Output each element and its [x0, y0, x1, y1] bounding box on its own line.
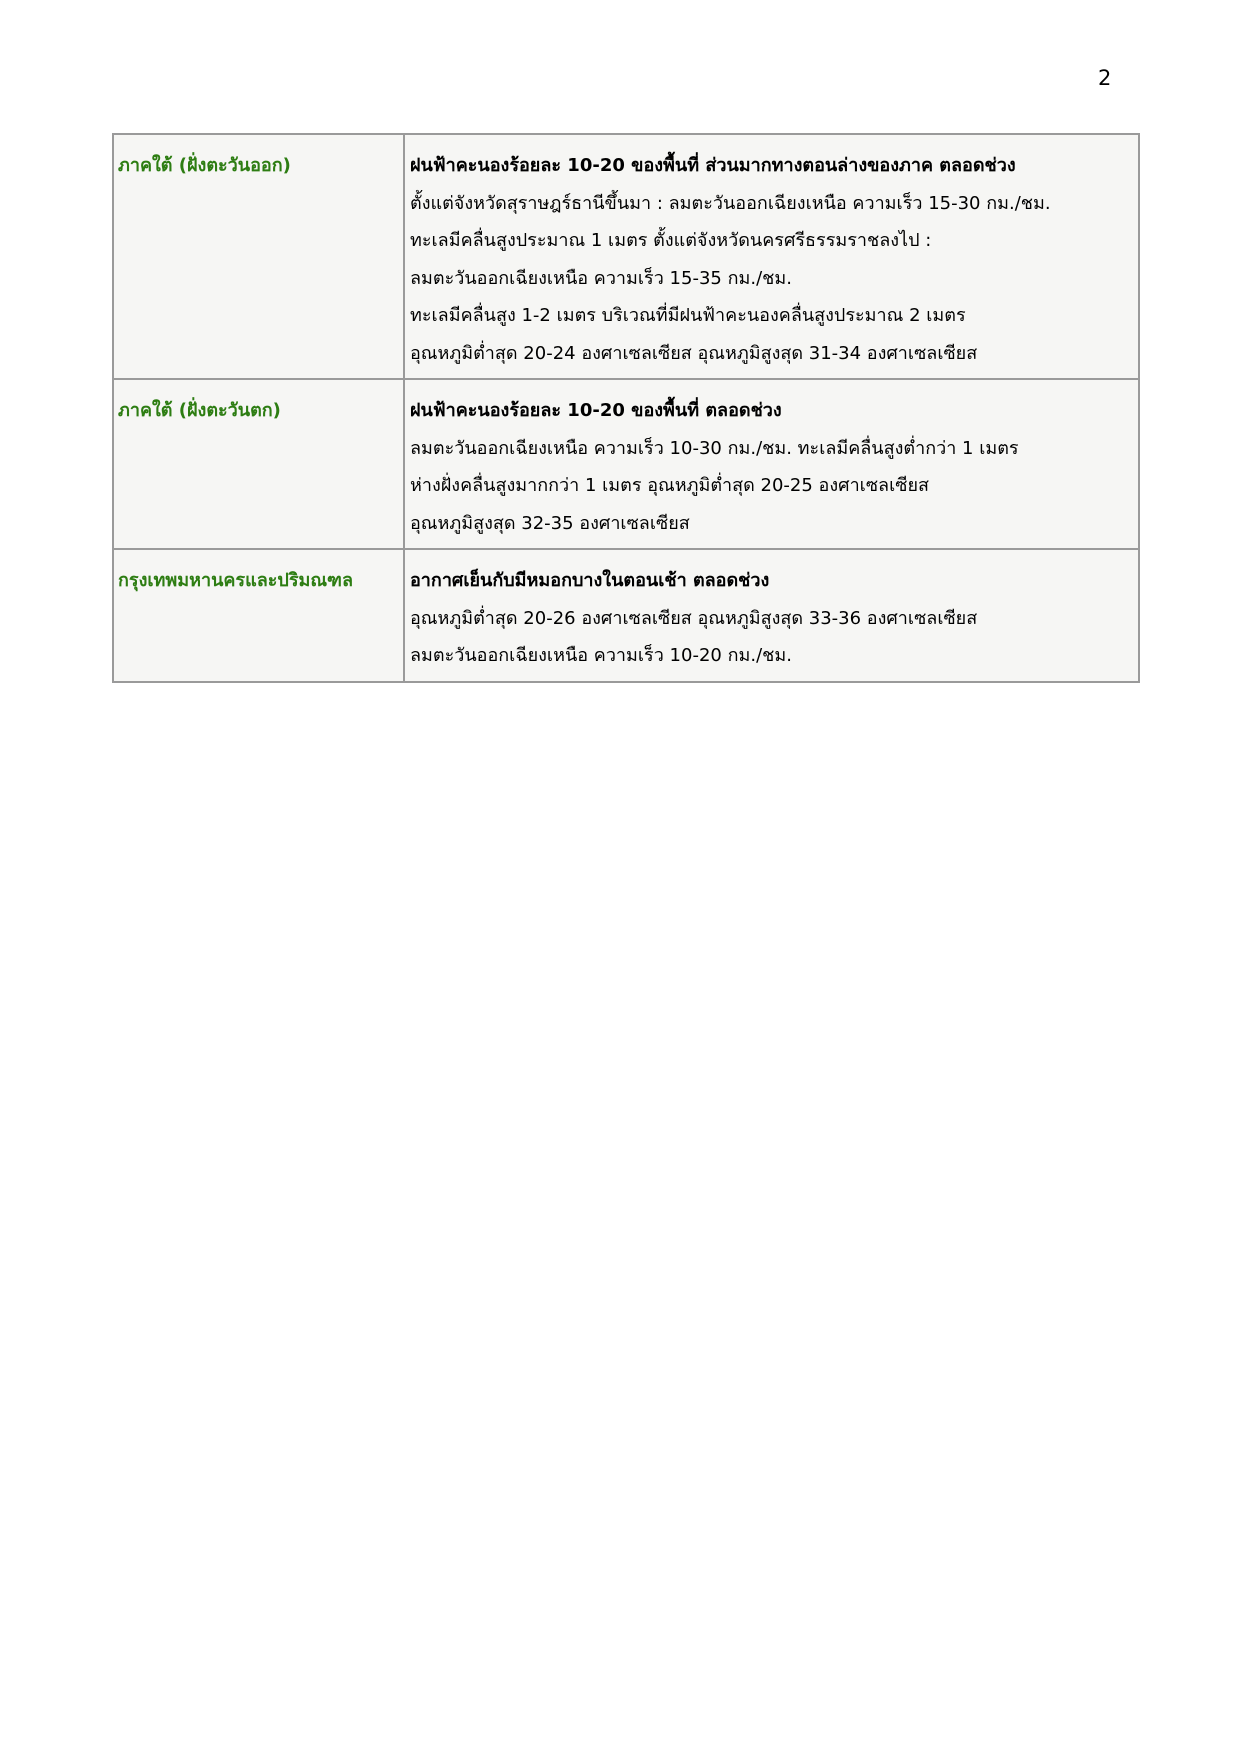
table-row [113, 134, 1139, 379]
forecast-cell [404, 134, 1139, 379]
forecast-line: ทะเลมีคลื่นสูง 1-2 เมตร บริเวณที่มีฝนฟ้าคะนองคลื่นสูงประมาณ 2 เมตร [410, 305, 966, 326]
forecast-cell [404, 549, 1139, 682]
region-name: ภาคใต้ (ฝั่งตะวันออก) [118, 155, 291, 176]
forecast-line: ลมตะวันออกเฉียงเหนือ ความเร็ว 10-20 กม./ชม. [410, 645, 792, 666]
forecast-line: ลมตะวันออกเฉียงเหนือ ความเร็ว 10-30 กม./ชม. ทะเลมีคลื่นสูงต่ำกว่า 1 เมตร [410, 437, 1019, 459]
page-number: 2 [1098, 66, 1112, 90]
region-cell [113, 379, 404, 549]
table-row [113, 379, 1139, 549]
forecast-line: อุณหภูมิต่ำสุด 20-26 องศาเซลเซียส อุณหภูมิสูงสุด 33-36 องศาเซลเซียส [410, 607, 978, 629]
forecast-headline: ฝนฟ้าคะนองร้อยละ 10-20 ของพื้นที่ ส่วนมากทางตอนล่างของภาค ตลอดช่วง [410, 155, 1016, 176]
region-name: ภาคใต้ (ฝั่งตะวันตก) [118, 400, 281, 421]
forecast-table [112, 133, 1140, 683]
forecast-line: อุณหภูมิต่ำสุด 20-24 องศาเซลเซียส อุณหภูมิสูงสุด 31-34 องศาเซลเซียส [410, 342, 978, 364]
table-row [113, 549, 1139, 682]
forecast-line: ห่างฝั่งคลื่นสูงมากกว่า 1 เมตร อุณหภูมิต่ำสุด 20-25 องศาเซลเซียส [410, 475, 929, 496]
region-cell [113, 134, 404, 379]
region-cell [113, 549, 404, 682]
forecast-cell [404, 379, 1139, 549]
forecast-line: ลมตะวันออกเฉียงเหนือ ความเร็ว 15-35 กม./ชม. [410, 267, 792, 289]
forecast-headline: ฝนฟ้าคะนองร้อยละ 10-20 ของพื้นที่ ตลอดช่วง [410, 400, 782, 421]
forecast-line: ตั้งแต่จังหวัดสุราษฎร์ธานีขึ้นมา : ลมตะวันออกเฉียงเหนือ ความเร็ว 15-30 กม./ชม. [410, 192, 1051, 214]
region-name: กรุงเทพมหานครและปริมณฑล [118, 570, 354, 591]
forecast-line: อุณหภูมิสูงสุด 32-35 องศาเซลเซียส [410, 512, 690, 534]
forecast-headline: อากาศเย็นกับมีหมอกบางในตอนเช้า ตลอดช่วง [410, 570, 770, 591]
forecast-line: ทะเลมีคลื่นสูงประมาณ 1 เมตร ตั้งแต่จังหวัดนครศรีธรรมราชลงไป : [410, 230, 932, 251]
